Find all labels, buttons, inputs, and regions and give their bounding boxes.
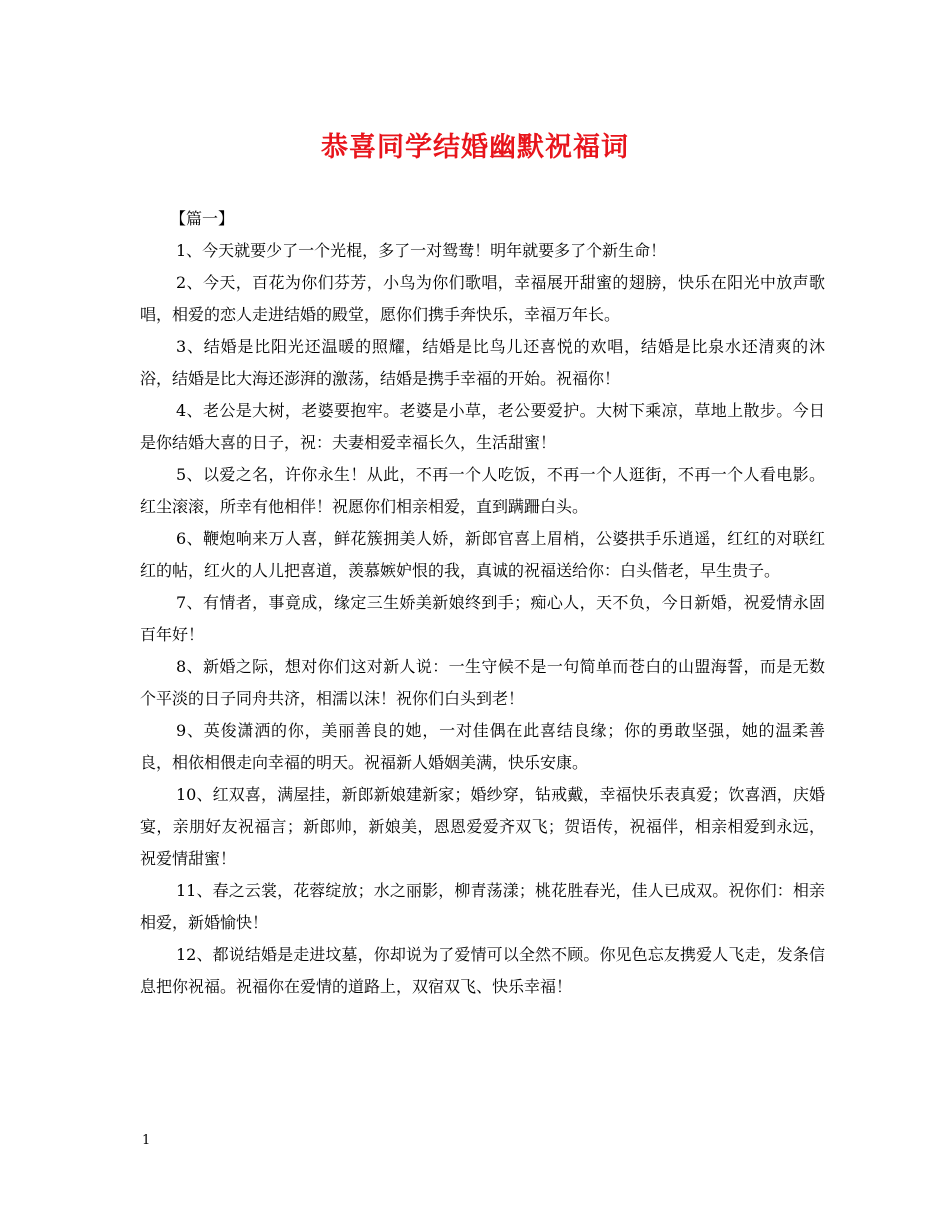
paragraph-8: 8、新婚之际，想对你们这对新人说：一生守候不是一句简单而苍白的山盟海誓，而是无数个平淡的日子同舟共济，相濡以沫！祝你们白头到老！ <box>140 657 825 708</box>
paragraph-5: 5、以爱之名，许你永生！从此，不再一个人吃饭，不再一个人逛街，不再一个人看电影。红尘滚滚，所幸有他相伴！祝愿你们相亲相爱，直到蹒跚白头。 <box>140 465 825 516</box>
paragraph-1: 1、今天就要少了一个光棍，多了一对鸳鸯！明年就要多了个新生命！ <box>176 241 667 260</box>
paragraph-10: 10、红双喜，满屋挂，新郎新娘建新家；婚纱穿，钻戒戴，幸福快乐表真爱；饮喜酒，庆婚宴，亲朋好友祝福言；新郎帅，新娘美，恩恩爱爱齐双飞；贺语传，祝福伴，相亲相爱到永远，祝爱情甜蜜！ <box>140 785 825 868</box>
document-body <box>140 203 825 1003</box>
paragraph-7: 7、有情者，事竟成，缘定三生娇美新娘终到手；痴心人，天不负，今日新婚，祝爱情永固百年好！ <box>140 593 825 644</box>
document-title: 恭喜同学结婚幽默祝福词 <box>321 132 629 163</box>
paragraph-4: 4、老公是大树，老婆要抱牢。老婆是小草，老公要爱护。大树下乘凉，草地上散步。今日是你结婚大喜的日子，祝：夫妻相爱幸福长久，生活甜蜜！ <box>140 401 825 452</box>
paragraph-11: 11、春之云裳，花蓉绽放；水之丽影，柳青荡漾；桃花胜春光，佳人已成双。祝你们：相亲相爱，新婚愉快！ <box>140 881 825 932</box>
page-number: 1 <box>142 1133 151 1148</box>
paragraph-2: 2、今天，百花为你们芬芳，小鸟为你们歌唱，幸福展开甜蜜的翅膀，快乐在阳光中放声歌唱，相爱的恋人走进结婚的殿堂，愿你们携手奔快乐，幸福万年长。 <box>140 273 825 324</box>
section-label: 【篇一】 <box>170 209 235 228</box>
paragraph-3: 3、结婚是比阳光还温暖的照耀，结婚是比鸟儿还喜悦的欢唱，结婚是比泉水还清爽的沐浴，结婚是比大海还澎湃的激荡，结婚是携手幸福的开始。祝福你！ <box>140 337 825 388</box>
paragraph-9: 9、英俊潇洒的你，美丽善良的她，一对佳偶在此喜结良缘；你的勇敢坚强，她的温柔善良，相依相偎走向幸福的明天。祝福新人婚姻美满，快乐安康。 <box>140 721 825 772</box>
paragraph-6: 6、鞭炮响来万人喜，鲜花簇拥美人娇，新郎官喜上眉梢，公婆拱手乐逍遥，红红的对联红红的帖，红火的人儿把喜道，羡慕嫉妒恨的我，真诚的祝福送给你：白头偕老，早生贵子。 <box>140 529 825 580</box>
paragraph-12: 12、都说结婚是走进坟墓，你却说为了爱情可以全然不顾。你见色忘友携爱人飞走，发条信息把你祝福。祝福你在爱情的道路上，双宿双飞、快乐幸福！ <box>140 945 825 996</box>
